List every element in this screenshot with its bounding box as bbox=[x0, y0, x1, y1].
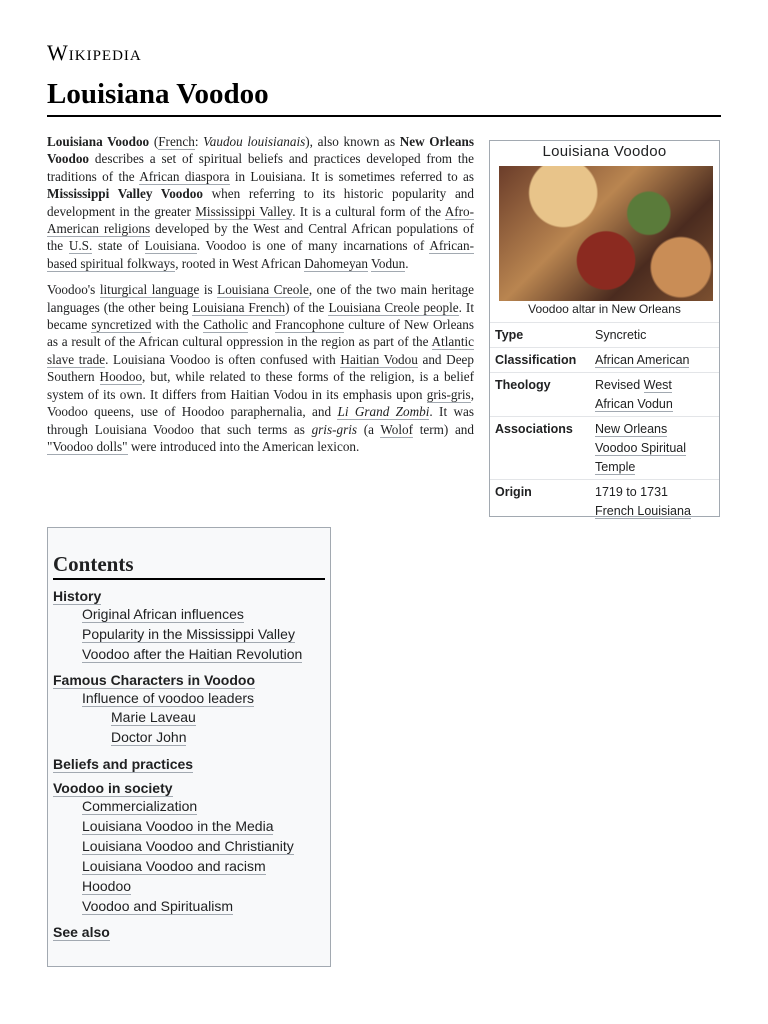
toc-item[interactable]: History bbox=[53, 588, 102, 604]
link-french-louisiana[interactable]: French Louisiana bbox=[595, 504, 691, 518]
infobox-label: Type bbox=[495, 328, 524, 342]
link-african-american[interactable]: African American bbox=[595, 353, 690, 367]
toc-item[interactable]: Voodoo in society bbox=[53, 780, 173, 796]
toc-item[interactable]: Voodoo after the Haitian Revolution bbox=[82, 646, 303, 662]
toc-item[interactable]: Popularity in the Mississippi Valley bbox=[82, 626, 295, 642]
toc-item[interactable]: Louisiana Voodoo and Christianity bbox=[82, 838, 294, 854]
infobox bbox=[489, 140, 720, 517]
infobox-title: Louisiana Voodoo bbox=[542, 143, 667, 160]
toc-item[interactable]: Famous Characters in Voodoo bbox=[53, 672, 255, 688]
link-syncretized[interactable]: syncretized bbox=[91, 317, 152, 333]
link-louisiana-creole-people[interactable]: Louisiana Creole people bbox=[328, 299, 459, 315]
infobox-row-theology bbox=[490, 372, 719, 416]
infobox-label: Theology bbox=[495, 378, 551, 392]
toc-item[interactable]: Marie Laveau bbox=[111, 709, 196, 725]
table-of-contents bbox=[47, 527, 331, 967]
infobox-value bbox=[595, 420, 713, 477]
toc-item[interactable]: Beliefs and practices bbox=[53, 756, 194, 772]
infobox-value: 1719 to 1731 French Louisiana bbox=[595, 485, 691, 518]
infobox-row-associations bbox=[490, 416, 719, 479]
lead-bold-term: Louisiana Voodoo bbox=[47, 134, 150, 149]
link-french[interactable]: French bbox=[158, 134, 195, 149]
link-atlantic-slave-trade[interactable]: Atlantic slave trade bbox=[47, 334, 474, 367]
infobox-row-type bbox=[490, 322, 719, 347]
infobox-value bbox=[595, 351, 713, 370]
infobox-label: Classification bbox=[495, 353, 577, 367]
infobox-value: Syncretic bbox=[595, 328, 647, 342]
link-li-grand-zombi[interactable]: Li Grand Zombi bbox=[337, 404, 430, 420]
link-african-diaspora[interactable]: African diaspora bbox=[139, 168, 230, 184]
link-us[interactable]: U.S. bbox=[68, 238, 93, 254]
toc-item[interactable]: See also bbox=[53, 924, 110, 940]
link-new-orleans-voodoo-temple[interactable]: New Orleans Voodoo Spiritual Temple bbox=[595, 422, 687, 474]
link-catholic[interactable]: Catholic bbox=[203, 317, 248, 333]
link-gris-gris[interactable]: gris-gris bbox=[426, 386, 471, 402]
link-dahomeyan[interactable]: Dahomeyan bbox=[304, 255, 368, 271]
link-voodoo-dolls[interactable]: "Voodoo dolls" bbox=[47, 438, 128, 454]
toc-item[interactable]: Hoodoo bbox=[82, 878, 132, 894]
link-mississippi-valley[interactable]: Mississippi Valley bbox=[195, 203, 293, 219]
link-francophone[interactable]: Francophone bbox=[275, 317, 345, 333]
link-louisiana[interactable]: Louisiana bbox=[144, 238, 197, 254]
voodoo-altar-image[interactable] bbox=[499, 166, 713, 301]
infobox-row-classification bbox=[490, 347, 719, 372]
wikipedia-logo[interactable]: Wikipedia bbox=[47, 40, 142, 65]
infobox-value: Revised West African Vodun bbox=[595, 378, 673, 411]
lead-paragraph-1: Louisiana Voodoo (French: Vaudou louisianais), also known as New Orleans Voodoo describes a set of spiritual beliefs and practices developed from the traditions of the African diaspora in Louisiana. It is sometimes referred to as Mississippi Valley Voodoo when referring to its historic popularity and development in the greater Mississippi Valley. It is a cultural form of the Afro-American religions developed by the West and Central African populations of the U.S. state of Louisiana. Voodoo is one of many incarnations of African-based spiritual folkways, rooted in West African Dahomeyan Vodun. bbox=[47, 134, 475, 271]
toc-item[interactable]: Voodoo and Spiritualism bbox=[82, 898, 233, 914]
link-louisiana-french[interactable]: Louisiana French bbox=[192, 299, 286, 315]
infobox-row-origin bbox=[490, 479, 719, 523]
link-wolof[interactable]: Wolof bbox=[380, 421, 414, 437]
link-afro-american-religions[interactable]: Afro-American religions bbox=[47, 203, 474, 237]
article-lead bbox=[47, 133, 474, 464]
page-title: Louisiana Voodoo bbox=[47, 78, 721, 117]
infobox-label: Associations bbox=[495, 422, 573, 436]
infobox-label: Origin bbox=[495, 485, 532, 499]
infobox-rows bbox=[490, 322, 719, 523]
link-hoodoo[interactable]: Hoodoo bbox=[99, 369, 143, 385]
toc-item[interactable]: Doctor John bbox=[111, 729, 187, 745]
toc-item[interactable]: Commercialization bbox=[82, 798, 198, 814]
toc-item[interactable]: Louisiana Voodoo in the Media bbox=[82, 818, 274, 834]
toc-item[interactable]: Influence of voodoo leaders bbox=[82, 690, 255, 706]
infobox-image-caption: Voodoo altar in New Orleans bbox=[528, 302, 681, 316]
link-haitian-vodou[interactable]: Haitian Vodou bbox=[340, 351, 418, 367]
link-vodun[interactable]: Vodun bbox=[371, 255, 406, 271]
toc-item[interactable]: Original African influences bbox=[82, 606, 244, 622]
toc-item[interactable]: Louisiana Voodoo and racism bbox=[82, 858, 266, 874]
link-african-based-folkways[interactable]: African-based spiritual folkways bbox=[47, 238, 474, 271]
lead-paragraph-2: Voodoo's liturgical language is Louisiana Creole, one of the two main heritage languages (the other being Louisiana French) of the Louisiana Creole people. It became syncretized with the Catholic and Francophone culture of New Orleans as a result of the African cultural oppression in the region as part of the Atlantic slave trade. Louisiana Voodoo is often confused with Haitian Vodou and Deep Southern Hoodoo, but, while related to these forms of the religion, is a belief system of its own. It differs from Haitian Vodou in its emphasis upon gris-gris, Voodoo queens, use of Hoodoo paraphernalia, and Li Grand Zombi. It was through Louisiana Voodoo that such terms as gris-gris (a Wolof term) and "Voodoo dolls" were introduced into the American lexicon. bbox=[47, 282, 475, 454]
link-west-african-vodun[interactable]: West African Vodun bbox=[595, 378, 673, 411]
toc-title: Contents bbox=[53, 552, 325, 580]
link-liturgical-language[interactable]: liturgical language bbox=[99, 282, 200, 298]
link-louisiana-creole[interactable]: Louisiana Creole bbox=[217, 282, 309, 298]
